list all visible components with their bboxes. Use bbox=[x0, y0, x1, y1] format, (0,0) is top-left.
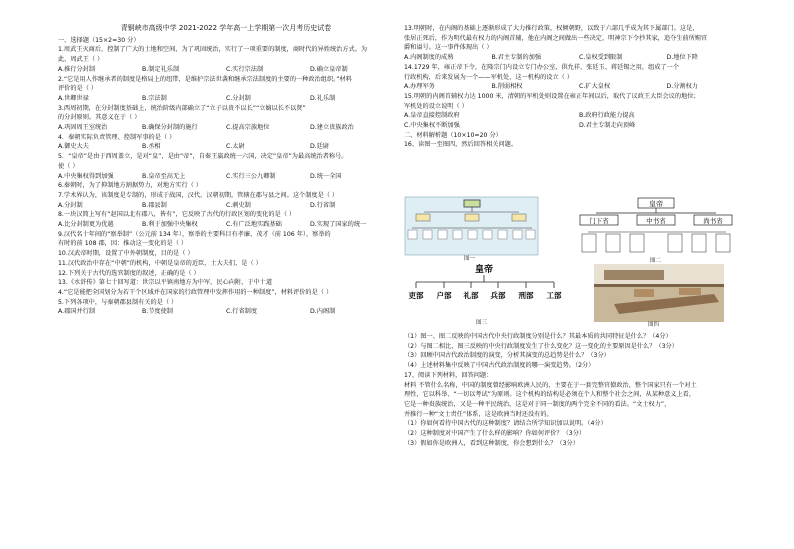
left-line: 5．“皇帝”是由于西周盖立，是对“皇”，是由“帝”，自秦王嬴政统一六国，决定“皇帝”为最高统治者称号。 bbox=[58, 153, 348, 161]
option-b: B.政府行政能力提高 bbox=[579, 112, 635, 120]
bu-label: 户部 bbox=[436, 291, 452, 300]
left-line: 9.汉代名十年间的“察举制”（公元前 134 年），察举的主要科目有孝廉、茂才（前 106 年），察举的 bbox=[58, 230, 331, 238]
diagram-area bbox=[404, 196, 754, 332]
left-line: 2.“它是用人作继承者的制度是格局上的纽带，是维护宗法世袭和继承宗法制度的主要的一种政治组织。”材料 bbox=[58, 75, 352, 83]
figure-3-caption: 图三 bbox=[476, 320, 488, 326]
left-line: 5.下列各项中，与秦朝郡县制有关的是（ ） bbox=[58, 298, 178, 306]
option-c: C.行省制度 bbox=[226, 308, 258, 316]
answer-options bbox=[404, 82, 754, 92]
left-line: 有时的前 108 郡，因：推动这一变化的是（ ） bbox=[58, 240, 188, 248]
option-a: A.内阁制度的成熟 bbox=[404, 54, 454, 62]
option-c: C.实行三公九卿制 bbox=[226, 172, 276, 180]
option-b: B.削弱相权 bbox=[491, 83, 523, 91]
option-a: A.御史大夫 bbox=[58, 143, 89, 151]
right-line: 14.1729 年，雍正帝下令，在隆宗门内设立专门办公室，供允祥、张廷玉、蒋廷锡之用，组成了一个 bbox=[404, 63, 680, 71]
left-line: 3.西周初期，在分封制度基础上，统治阶级内部确立了“立子以贵不以长”“立嫡以长不以贤” bbox=[58, 104, 306, 112]
right-column bbox=[404, 24, 754, 150]
left-line: 7.学术界认为，该制度是专制的，形成于战国，汉代、汉朝初期，管辖在郡与县之间。这个制度是（ ） bbox=[58, 191, 339, 199]
option-c: C.分封制 bbox=[226, 94, 251, 102]
option-d: D.确立皇帝制 bbox=[310, 65, 348, 73]
option-a: A.中央集权得到加强 bbox=[58, 172, 114, 180]
zhongshu-label: 中书省 bbox=[646, 217, 666, 225]
figure-2-caption: 图二 bbox=[650, 258, 662, 264]
figure-1-diagram bbox=[404, 196, 539, 256]
option-b: B.丞相 bbox=[142, 143, 161, 151]
option-d: D.君主专制走向顶峰 bbox=[579, 122, 636, 130]
answer-options bbox=[404, 53, 754, 63]
exam-title: 青铜峡市高级中学 2021-2022 学年高一上学期第一次月考历史试卷 bbox=[120, 24, 332, 32]
answer-options bbox=[404, 121, 754, 131]
question-line: （1）图一、图二反映的中国古代中央行政制度分别是什么？其最本质的共同特征是什么？（4分） bbox=[404, 333, 672, 340]
question-line: 并推行一种“文士责任”体系，这是欧洲当时还没有的。 bbox=[404, 410, 553, 418]
option-a: A.巩固周王室统治 bbox=[58, 124, 108, 132]
option-b: B.郡县制 bbox=[142, 201, 167, 209]
option-c: C.皇权受到限制 bbox=[579, 54, 623, 62]
option-c: C.实行宗法制 bbox=[226, 65, 264, 73]
bu-label: 兵部 bbox=[490, 291, 506, 300]
left-line: 一、选择题（15×2=30 分） bbox=[58, 36, 140, 44]
left-line: 此，周武王（ ） bbox=[58, 56, 104, 64]
right-line: 13.明朝时，在内阁的基础上逐渐形成了大力推行政策，权倾朝野，以致于六部几乎成为其下属部门。这是， bbox=[404, 25, 699, 32]
option-b: B.君主专制的加强 bbox=[491, 54, 542, 62]
left-line: 评价的是（ ） bbox=[58, 85, 98, 93]
emperor-label: 皇帝 bbox=[474, 265, 494, 275]
option-a: A.推行分封制 bbox=[58, 65, 96, 73]
answer-options bbox=[404, 111, 754, 121]
emperor-label: 皇帝 bbox=[649, 200, 663, 208]
option-d: D.礼乐制 bbox=[310, 94, 336, 102]
left-line: 8.一块汉简上写有“赵国以北有郡八，皆有”，它反映了古代的行政区划的变化的是（ ） bbox=[58, 211, 296, 219]
option-b: B.利于加强中央集权 bbox=[142, 221, 198, 229]
figure-2-diagram bbox=[576, 196, 736, 260]
option-c: C.有广泛地实践基础 bbox=[226, 221, 282, 229]
option-d: D.廷尉 bbox=[310, 143, 330, 151]
option-d: D.分割权力 bbox=[666, 83, 698, 91]
option-b: B.制定礼乐制 bbox=[142, 65, 180, 73]
answer-options bbox=[58, 307, 394, 317]
left-line: 4.“它是能把全国划分为若干个区域并在国家的行政管理中发挥作用的一种制度”，材料评价的是（ ） bbox=[58, 288, 333, 296]
option-c: C.刺史制 bbox=[226, 201, 251, 209]
question-line: 理性，它以科举、“一切以考试”为原则。这个机构的结构是必须在个人和整个社会之间，从某种意义上看， bbox=[404, 391, 696, 399]
bu-label: 工部 bbox=[546, 291, 562, 300]
option-a: A.世卿世禄 bbox=[58, 94, 89, 102]
option-d: D.统一全国 bbox=[310, 172, 342, 180]
answer-options bbox=[58, 123, 394, 133]
left-line: 使（ ） bbox=[58, 162, 79, 170]
left-line: 11.汉代政治中存在“中朝”的机构，中朝是皇帝的近臣，士大夫们，是（ ） bbox=[58, 259, 262, 267]
option-a: A.分封制 bbox=[58, 201, 83, 209]
right-line: 军机处的设立说明（ ） bbox=[404, 102, 468, 110]
left-line: 10.汉武帝时期，设置了中外朝制度，目的是（ ） bbox=[58, 250, 194, 258]
question-line: （3）回顾中国古代政治制度的演变，分析其演变的总趋势是什么？（3分） bbox=[404, 352, 610, 360]
menxia-label: 门下省 bbox=[589, 217, 609, 225]
figure-4-caption: 图四 bbox=[648, 322, 660, 328]
shangshu-label: 尚书省 bbox=[703, 217, 723, 225]
bu-label: 礼部 bbox=[463, 291, 479, 300]
left-column bbox=[58, 24, 394, 317]
question-line: 它是一种贵族统治，又是一种平民统治，这是对于同一制度的两个完全不同的看法。“文士权力”， bbox=[404, 400, 671, 408]
option-b: B.皇帝至高无上 bbox=[142, 172, 186, 180]
option-c: C.扩大皇权 bbox=[579, 83, 611, 91]
answer-options bbox=[58, 65, 394, 75]
option-a: A.比分封制更为优越 bbox=[58, 221, 114, 229]
option-d: D.内阁制 bbox=[310, 308, 336, 316]
question-line: （2）与图二相比，图三反映的中央行政制度发生了什么变化？这一变化的主要原因是什么？（3分） bbox=[404, 342, 678, 350]
option-a: A.办理军务 bbox=[404, 83, 435, 91]
right-line: 爵和谥号。这一事件体现出（ ） bbox=[404, 44, 493, 52]
option-c: C.太尉 bbox=[226, 143, 245, 151]
answer-options bbox=[58, 142, 394, 152]
option-d: D.地位下降 bbox=[666, 54, 698, 62]
right-line: 15.明朝的内阁首辅权力达 1000 米，清朝的军机处则设置在雍正年间以后，取代了议政王大臣会议的地位； bbox=[404, 92, 700, 100]
option-d: D.建立贵族政治 bbox=[310, 124, 354, 132]
option-a: A.郡国并行制 bbox=[58, 308, 96, 316]
section-heading: 二、材料解析题（10×10=20 分） bbox=[404, 131, 502, 139]
figure-3-diagram bbox=[404, 262, 564, 320]
question-line: （3）假如你是欧洲人，看到这种制度，你会想到什么？（3分） bbox=[404, 439, 579, 447]
left-line: 12.下列关于古代的选官制度的叙述，正确的是（ ） bbox=[58, 269, 200, 277]
figure-1-caption: 图一 bbox=[464, 256, 476, 262]
right-line: 16、读图一至图四，然后回答相关问题。 bbox=[404, 141, 518, 149]
option-b: B.宗法制 bbox=[142, 94, 167, 102]
option-c: C.提高宗族地位 bbox=[226, 124, 270, 132]
answer-options bbox=[58, 172, 394, 182]
left-line: 6.秦朝时，为了抑制地方割据势力，对地方实行（ ） bbox=[58, 182, 202, 190]
answer-options bbox=[58, 94, 394, 104]
option-b: B.确保分封制的施行 bbox=[142, 124, 198, 132]
option-c: C.中央集权不断加强 bbox=[404, 122, 460, 130]
option-d: D.行省制 bbox=[310, 201, 336, 209]
left-line: 4．秦朝实际负责管理、控制军事的是（ ） bbox=[58, 133, 176, 141]
answer-options bbox=[58, 220, 394, 230]
bu-label: 刑部 bbox=[518, 291, 534, 300]
question-line: 17、阅读下列材料，回答问题： bbox=[404, 371, 493, 379]
answer-options bbox=[58, 201, 394, 211]
option-a: A.皇帝直接控制政府 bbox=[404, 112, 460, 120]
left-line: 1.周武王灭商后，控制了广大的土地和空间，为了巩固统治，实行了一项重要的制度，商时代的异姓统治方式。为 bbox=[58, 46, 368, 54]
question-line: （2）这种制度对中国产生了什么样的影响？你如何评价？（3分） bbox=[404, 430, 586, 438]
question-line: （1）你如何看待中国古代的这种制度？请结合所学知识加以说明。（4分） bbox=[404, 420, 607, 428]
right-column-questions bbox=[404, 332, 754, 448]
option-d: D.实现了国家的统一 bbox=[310, 221, 367, 229]
question-line: （4）上述材料集中反映了中国古代政治制度的哪一演变趋势。（2分） bbox=[404, 362, 595, 370]
figure-4-photo bbox=[594, 264, 724, 322]
bu-label: 吏部 bbox=[408, 291, 424, 300]
option-b: B.节度使制 bbox=[142, 308, 173, 316]
question-line: 材料 不管什么名称，中国的制度曾经影响欧洲人民的，主要在于一套完整官僚政治，整个国家只有一个对土 bbox=[404, 381, 697, 389]
left-line: 13.《水浒传》第七十回写道：世宗以平镇南地方为中军，民心向附，于中十道 bbox=[58, 279, 273, 287]
right-line: 张居正死后，作为明代最有权力的内阁首辅，他在内阁之间做出一些决定，明神宗下令抄其家，追夺生前所赐官 bbox=[404, 34, 708, 42]
right-line: 行政机构，后来发展为一个——军机处，这一机构的设立（ ） bbox=[404, 73, 574, 81]
left-line: 的分封原则。其意义在于（ ） bbox=[58, 114, 141, 122]
